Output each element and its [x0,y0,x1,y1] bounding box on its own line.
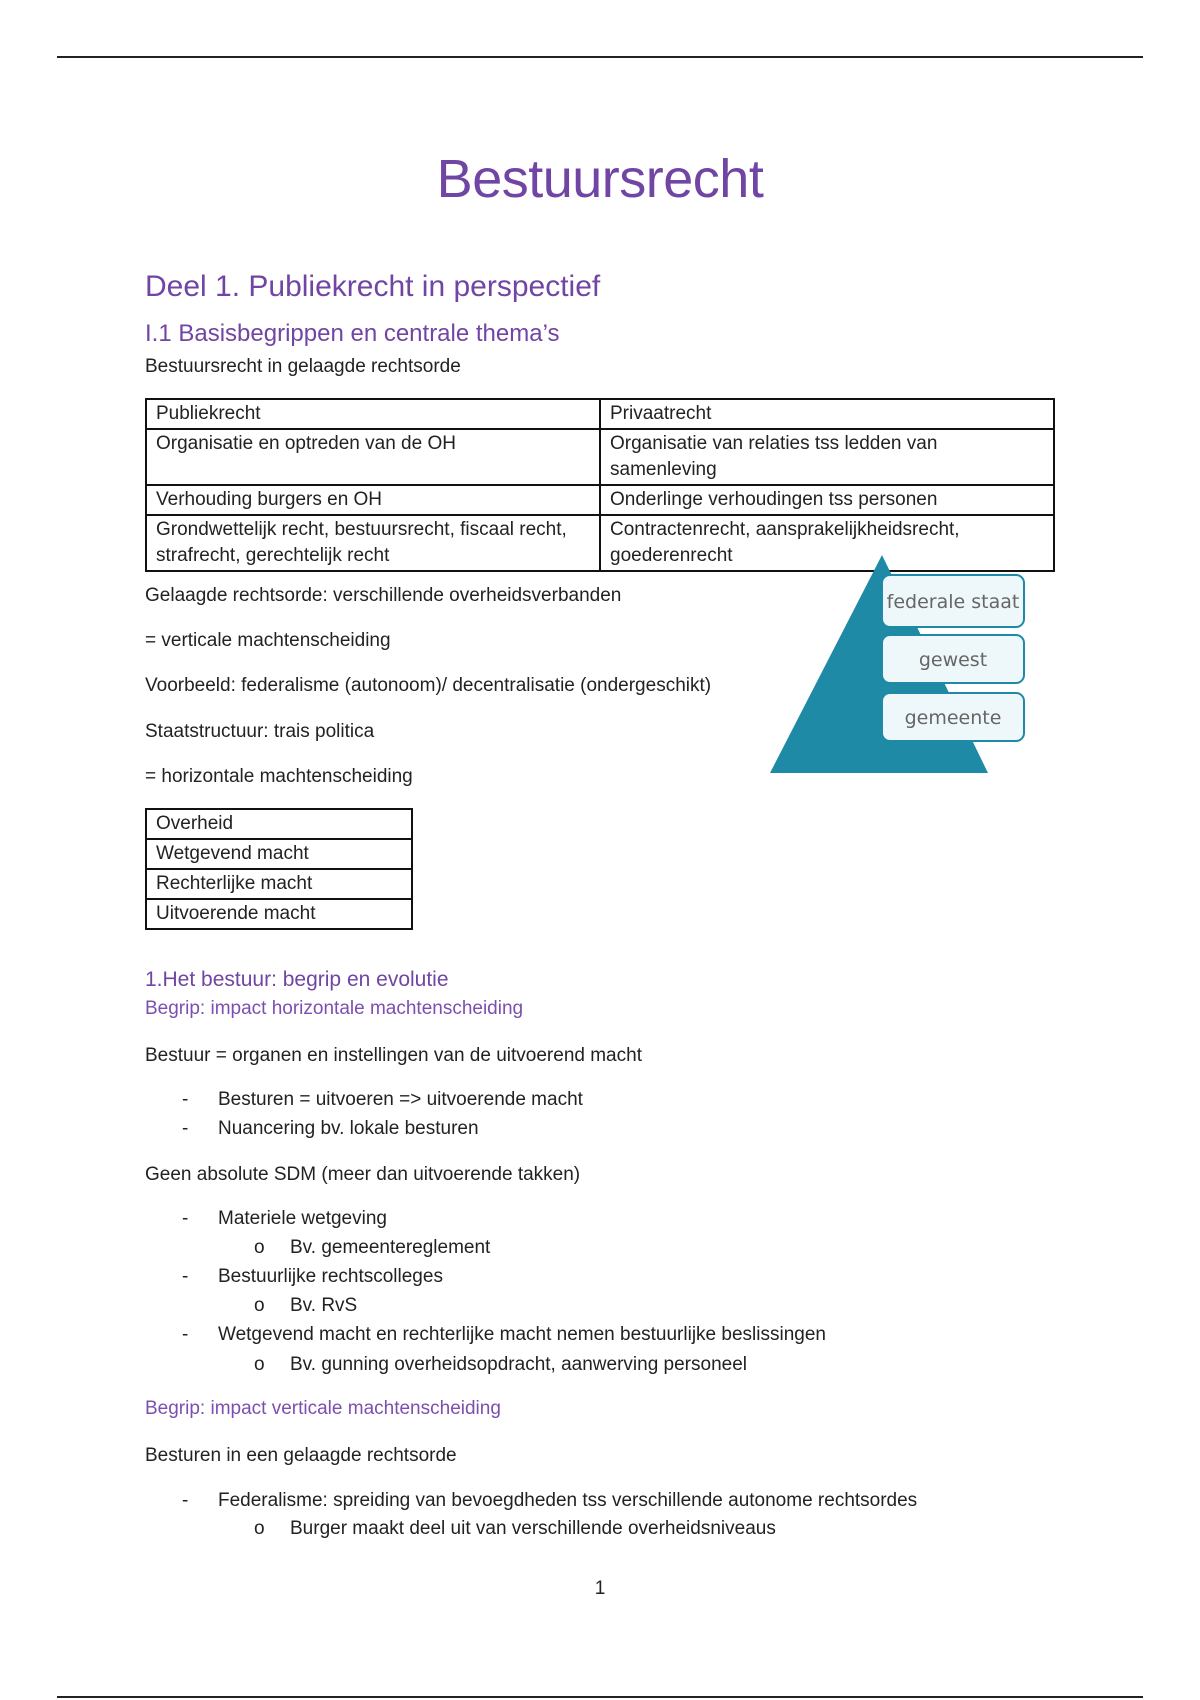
paragraph: Bestuur = organen en instellingen van de uitvoerend macht [145,1045,642,1066]
table-cell: Overheid [146,809,412,839]
dash-bullet-icon: - [182,1118,189,1139]
table-cell: Verhouding burgers en OH [146,485,600,515]
circle-bullet-icon: o [254,1295,265,1316]
list-item-text: Federalisme: spreiding van bevoegdheden tss verschillende autonome rechtsordes [218,1490,918,1511]
sub-list-item [254,1295,358,1317]
list-item-text: Bv. gunning overheidsopdracht, aanwerving personeel [290,1354,748,1375]
subsection-heading: Begrip: impact verticale machtenscheiding [145,1398,501,1419]
table-cell: Contractenrecht, aansprakelijkheidsrecht, goederenrecht [600,515,1054,571]
table-cell: Publiekrecht [146,399,600,429]
paragraph: Gelaagde rechtsorde: verschillende overheidsverbanden [145,585,622,606]
pyramid-level-box [882,693,1024,741]
table-cell: Grondwettelijk recht, bestuursrecht, fiscaal recht, strafrecht, gerechtelijk recht [146,515,600,571]
top-rule [57,56,1143,58]
pyramid-level-box [882,575,1024,627]
dash-bullet-icon: - [182,1089,189,1110]
table-cell: Rechterlijke macht [146,869,412,899]
powers-table [145,808,413,930]
circle-bullet-icon: o [254,1237,265,1258]
table-row [146,809,412,839]
table-row [146,399,1054,429]
table-row [146,839,412,869]
section-heading: 1.Het bestuur: begrip en evolutie [145,968,449,991]
sub-list-item [254,1237,491,1259]
pyramid-level-label: federale staat [886,591,1020,613]
circle-bullet-icon: o [254,1518,265,1539]
list-item-text: Besturen = uitvoeren => uitvoerende macht [218,1089,583,1110]
list-item [182,1118,479,1140]
table-cell: Privaatrecht [600,399,1054,429]
pyramid-level-box [882,635,1024,683]
dash-bullet-icon: - [182,1266,189,1287]
table-row [146,429,1054,485]
sub-list-item [254,1518,776,1540]
part-heading: Deel 1. Publiekrecht in perspectief [145,270,601,303]
list-item-text: Wetgevend macht en rechterlijke macht nemen bestuurlijke beslissingen [218,1324,826,1345]
dash-bullet-icon: - [182,1490,189,1511]
list-item-text: Materiele wetgeving [218,1208,387,1229]
table-cell: Uitvoerende macht [146,899,412,929]
paragraph: = horizontale machtenscheiding [145,766,413,787]
pyramid-level-label: gemeente [904,707,1002,729]
table-row [146,899,412,929]
paragraph: Besturen in een gelaagde rechtsorde [145,1445,457,1466]
list-item [182,1266,443,1288]
list-item-text: Bv. gemeentereglement [290,1237,491,1258]
list-item-text: Bestuurlijke rechtscolleges [218,1266,443,1287]
table-cell: Wetgevend macht [146,839,412,869]
circle-bullet-icon: o [254,1354,265,1375]
table-cell: Organisatie van relaties tss ledden van samenleving [600,429,1054,485]
dash-bullet-icon: - [182,1208,189,1229]
list-item-text: Bv. RvS [290,1295,358,1316]
list-item [182,1089,583,1111]
table-cell: Organisatie en optreden van de OH [146,429,600,485]
section-subline: Bestuursrecht in gelaagde rechtsorde [145,356,461,377]
bottom-rule [57,1696,1143,1698]
list-item [182,1324,826,1346]
table-cell: Onderlinge verhoudingen tss personen [600,485,1054,515]
pyramid-level-label: gewest [918,649,988,671]
table-row [146,485,1054,515]
list-item-text: Burger maakt deel uit van verschillende overheidsniveaus [290,1518,776,1539]
paragraph: = verticale machtenscheiding [145,630,391,651]
paragraph: Geen absolute SDM (meer dan uitvoerende takken) [145,1164,581,1185]
section-heading: I.1 Basisbegrippen en centrale thema’s [145,320,560,347]
paragraph: Voorbeeld: federalisme (autonoom)/ decentralisatie (ondergeschikt) [145,675,712,696]
subsection-heading: Begrip: impact horizontale machtenscheiding [145,998,524,1019]
table-row [146,869,412,899]
sub-list-item [254,1354,748,1376]
list-item [182,1208,387,1230]
list-item [182,1490,918,1512]
government-levels-pyramid [770,545,1080,795]
dash-bullet-icon: - [182,1324,189,1345]
paragraph: Staatstructuur: trais politica [145,721,375,742]
list-item-text: Nuancering bv. lokale besturen [218,1118,479,1139]
document-title: Bestuursrecht [436,149,764,209]
page-number: 1 [594,1578,606,1599]
